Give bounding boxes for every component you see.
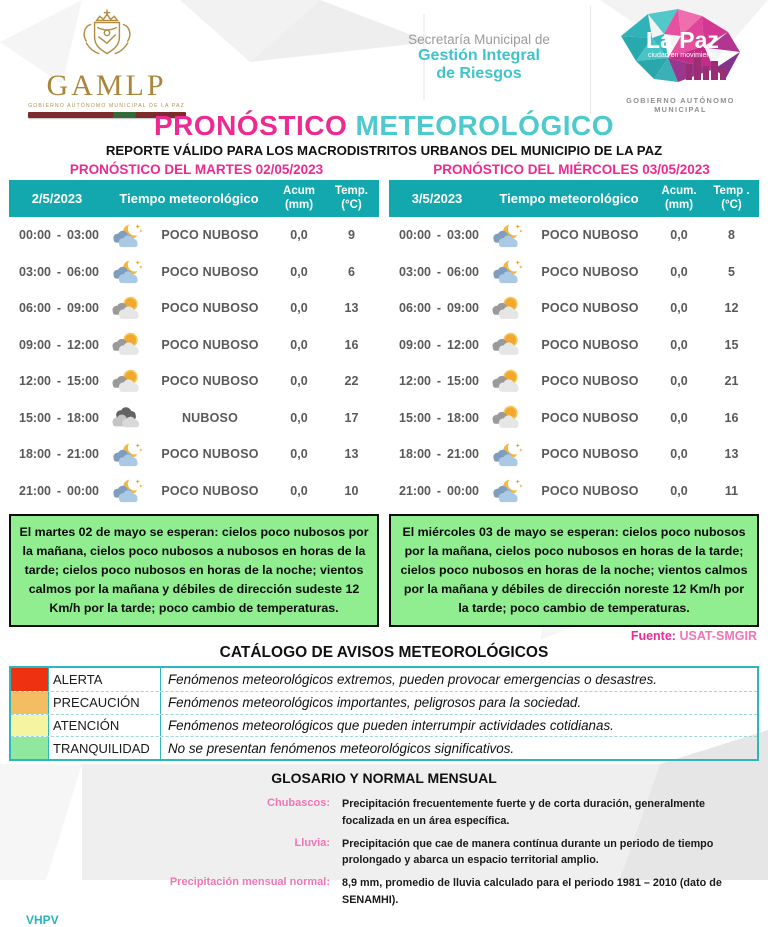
- sun-clouds-icon: [485, 368, 527, 395]
- weather-condition: POCO NUBOSO: [161, 301, 259, 316]
- column-acum: Acum. (mm): [661, 185, 697, 211]
- weather-condition: POCO NUBOSO: [541, 483, 639, 498]
- glossary-definition: 8,9 mm, promedio de lluvia calculado para el periodo 1981 – 2010 (dato de SENAMHI).: [342, 877, 722, 906]
- moon-clouds-icon: [485, 441, 527, 468]
- column-date: 3/5/2023: [411, 191, 463, 206]
- source-label: Fuente:: [630, 629, 676, 643]
- gamlp-logo: [14, 6, 199, 118]
- forecast-row: [9, 436, 379, 473]
- column-weather: Tiempo meteorológico: [499, 191, 639, 206]
- temperature-value: 21: [724, 374, 739, 389]
- alert-description: Fenómenos meteorológicos importantes, peligrosos para la sociedad.: [168, 695, 582, 711]
- time-range: 15:00 - 18:00: [19, 410, 99, 425]
- secretaria-line2: Gestión Integral: [418, 47, 540, 64]
- precipitation-value: 0,0: [290, 374, 308, 389]
- temperature-value: 17: [344, 410, 359, 425]
- precipitation-value: 0,0: [290, 337, 308, 352]
- forecast-row: [389, 436, 759, 473]
- gamlp-caption: GOBIERNO AUTÓNOMO MUNICIPAL DE LA PAZ: [28, 103, 185, 109]
- page-title-part1: PRONÓSTICO: [153, 110, 348, 141]
- glossary-term: Lluvia:: [294, 836, 330, 849]
- column-acum: Acum (mm): [283, 185, 315, 211]
- weather-condition: POCO NUBOSO: [541, 337, 639, 352]
- weather-condition: POCO NUBOSO: [541, 228, 639, 243]
- weather-condition: POCO NUBOSO: [161, 374, 259, 389]
- alert-color-swatch: [11, 715, 49, 737]
- forecast-row: [9, 363, 379, 400]
- moon-clouds-icon: [485, 477, 527, 504]
- time-range: 12:00 - 15:00: [19, 374, 99, 389]
- weather-condition: POCO NUBOSO: [161, 483, 259, 498]
- sun-clouds-icon: [485, 331, 527, 358]
- glossary-entry: [14, 795, 754, 829]
- gamlp-crest-icon: [59, 8, 155, 68]
- precipitation-value: 0,0: [670, 410, 688, 425]
- precipitation-value: 0,0: [670, 337, 688, 352]
- precipitation-value: 0,0: [290, 301, 308, 316]
- time-range: 00:00 - 03:00: [399, 228, 479, 243]
- weather-condition: POCO NUBOSO: [541, 410, 639, 425]
- time-range: 03:00 - 06:00: [19, 264, 99, 279]
- time-range: 21:00 - 00:00: [19, 483, 99, 498]
- weather-condition: NUBOSO: [181, 410, 239, 425]
- glossary-term: Chubascos:: [267, 797, 330, 810]
- time-range: 21:00 - 00:00: [399, 483, 479, 498]
- precipitation-value: 0,0: [670, 447, 688, 462]
- time-range: 09:00 - 12:00: [399, 337, 479, 352]
- alert-description: No se presentan fenómenos meteorológicos significativos.: [168, 740, 515, 756]
- forecast-row: [389, 363, 759, 400]
- forecast-table-wednesday: [389, 177, 759, 627]
- weather-condition: POCO NUBOSO: [541, 301, 639, 316]
- moon-clouds-icon: [105, 441, 147, 468]
- forecast-row: [389, 327, 759, 364]
- forecast-row: [9, 327, 379, 364]
- alert-description: Fenómenos meteorológicos que pueden interrumpir actividades cotidianas.: [168, 717, 614, 733]
- alert-color-swatch: [11, 692, 49, 714]
- alert-level: ATENCIÓN: [49, 715, 161, 737]
- temperature-value: 6: [348, 264, 355, 279]
- sun-clouds-icon: [105, 368, 147, 395]
- time-range: 03:00 - 06:00: [399, 264, 479, 279]
- time-range: 15:00 - 18:00: [399, 410, 479, 425]
- forecast-row: [9, 254, 379, 291]
- secretaria-line3: de Riesgos: [436, 65, 522, 83]
- forecast-row: [9, 400, 379, 437]
- lapaz-tagline: ciudad en movimiento: [647, 52, 716, 59]
- temperature-value: 8: [728, 228, 735, 243]
- glossary: [0, 786, 768, 908]
- alert-level: PRECAUCIÓN: [49, 692, 161, 714]
- alert-description: Fenómenos meteorológicos extremos, pueden provocar emergencias o desastres.: [168, 671, 658, 687]
- forecast-row: [9, 290, 379, 327]
- weather-condition: POCO NUBOSO: [541, 374, 639, 389]
- weather-condition: POCO NUBOSO: [161, 337, 259, 352]
- lapaz-caption: GOBIERNO AUTÓNOMO MUNICIPAL: [626, 96, 735, 114]
- glossary-entry: [14, 835, 754, 869]
- sun-clouds-icon: [485, 295, 527, 322]
- glossary-entry: [14, 874, 754, 908]
- alert-color-swatch: [11, 737, 49, 759]
- secretaria-line1: Secretaría Municipal de: [408, 32, 550, 47]
- precipitation-value: 0,0: [670, 374, 688, 389]
- alert-level: ALERTA: [49, 668, 161, 691]
- forecast-row: [9, 217, 379, 254]
- author-initials: VHPV: [26, 912, 59, 927]
- temperature-value: 16: [724, 410, 739, 425]
- forecast-summary-wednesday: El miércoles 03 de mayo se esperan: cielos poco nubosos por la mañana, cielos poco nubosos en horas de la tarde; cielos poco nubosos en horas de la noche; vientos calmos por la mañana y débiles de dirección noreste 12 Km/h por la tarde; poco cambio de temperaturas.: [389, 514, 759, 627]
- lapaz-mosaic-icon: [606, 6, 756, 90]
- forecast-header-row: [389, 180, 759, 217]
- time-range: 06:00 - 09:00: [19, 301, 99, 316]
- temperature-value: 10: [344, 483, 359, 498]
- sun-clouds-icon: [105, 295, 147, 322]
- lapaz-logo: [590, 6, 758, 114]
- source-note: [0, 629, 768, 643]
- weather-condition: POCO NUBOSO: [161, 447, 259, 462]
- lapaz-name: La Paz: [645, 27, 719, 53]
- time-range: 18:00 - 21:00: [399, 447, 479, 462]
- forecast-table-tuesday: [9, 177, 379, 627]
- header: [0, 0, 768, 114]
- forecast-row: [389, 254, 759, 291]
- column-weather: Tiempo meteorológico: [119, 191, 259, 206]
- moon-clouds-icon: [105, 477, 147, 504]
- catalog-row: [11, 714, 757, 737]
- forecast-row: [9, 473, 379, 510]
- temperature-value: 16: [344, 337, 359, 352]
- column-temp: Temp. (°C): [334, 185, 368, 211]
- time-range: 18:00 - 21:00: [19, 447, 99, 462]
- section-title-wednesday: PRONÓSTICO DEL MIÉRCOLES 03/05/2023: [433, 162, 710, 177]
- time-range: 00:00 - 03:00: [19, 228, 99, 243]
- moon-clouds-icon: [105, 222, 147, 249]
- weather-condition: POCO NUBOSO: [161, 264, 259, 279]
- secretaria-title: [384, 6, 574, 84]
- gamlp-acronym: GAMLP: [46, 69, 167, 102]
- alert-color-swatch: [11, 668, 49, 691]
- weather-condition: POCO NUBOSO: [541, 264, 639, 279]
- time-range: 06:00 - 09:00: [399, 301, 479, 316]
- report-subtitle: REPORTE VÁLIDO PARA LOS MACRODISTRITOS URBANOS DEL MUNICIPIO DE LA PAZ: [105, 143, 663, 158]
- temperature-value: 13: [724, 447, 739, 462]
- precipitation-value: 0,0: [670, 264, 688, 279]
- column-date: 2/5/2023: [31, 191, 83, 206]
- column-temp: Temp . (°C): [713, 185, 750, 211]
- precipitation-value: 0,0: [290, 228, 308, 243]
- weather-condition: POCO NUBOSO: [161, 228, 259, 243]
- forecast-rows-tuesday: [9, 217, 379, 509]
- temperature-value: 13: [344, 447, 359, 462]
- forecast-row: [389, 290, 759, 327]
- section-title-tuesday: PRONÓSTICO DEL MARTES 02/05/2023: [69, 162, 324, 177]
- forecast-rows-wednesday: [389, 217, 759, 509]
- source-value: USAT-SMGIR: [679, 629, 757, 643]
- moon-clouds-icon: [485, 258, 527, 285]
- precipitation-value: 0,0: [290, 483, 308, 498]
- forecast-row: [389, 217, 759, 254]
- catalog-title: CATÁLOGO DE AVISOS METEOROLÓGICOS: [219, 644, 549, 661]
- glossary-term: Precipitación mensual normal:: [169, 876, 330, 889]
- time-range: 09:00 - 12:00: [19, 337, 99, 352]
- temperature-value: 9: [348, 228, 355, 243]
- time-range: 12:00 - 15:00: [399, 374, 479, 389]
- catalog-row: [11, 736, 757, 759]
- temperature-value: 5: [728, 264, 735, 279]
- forecast-row: [389, 473, 759, 510]
- catalog-row: [11, 668, 757, 691]
- forecast-summary-tuesday: El martes 02 de mayo se esperan: cielos poco nubosos por la mañana, cielos poco nubosos a nubosos en horas de la tarde; cielos poco nubosos en horas de la noche; vientos calmos por la mañana y débiles de dirección sudeste 12 Km/h por la tarde; poco cambio de temperaturas.: [9, 514, 379, 627]
- catalog-table: [9, 666, 759, 761]
- temperature-value: 12: [724, 301, 739, 316]
- glossary-definition: Precipitación que cae de manera contínua durante un periodo de tiempo prolongado y abarca un espacio territorial amplio.: [342, 837, 714, 867]
- precipitation-value: 0,0: [670, 301, 688, 316]
- precipitation-value: 0,0: [670, 483, 688, 498]
- forecast-header-row: [9, 180, 379, 217]
- page-title-part2: METEOROLÓGICO: [355, 110, 614, 141]
- catalog-row: [11, 691, 757, 714]
- temperature-value: 11: [724, 483, 739, 498]
- temperature-value: 22: [344, 374, 359, 389]
- alert-level: TRANQUILIDAD: [49, 737, 161, 759]
- precipitation-value: 0,0: [670, 228, 688, 243]
- sun-clouds-icon: [485, 404, 527, 431]
- glossary-definition: Precipitación frecuentemente fuerte y de corta duración, generalmente focalizada en un área específica.: [342, 798, 706, 827]
- dark-clouds-icon: [105, 404, 147, 431]
- sun-clouds-icon: [105, 331, 147, 358]
- moon-clouds-icon: [105, 258, 147, 285]
- temperature-value: 15: [724, 337, 739, 352]
- moon-clouds-icon: [485, 222, 527, 249]
- weather-condition: POCO NUBOSO: [541, 447, 639, 462]
- precipitation-value: 0,0: [290, 264, 308, 279]
- glossary-title: GLOSARIO Y NORMAL MENSUAL: [271, 770, 497, 787]
- forecast-row: [389, 400, 759, 437]
- temperature-value: 13: [344, 301, 359, 316]
- precipitation-value: 0,0: [290, 447, 308, 462]
- precipitation-value: 0,0: [290, 410, 308, 425]
